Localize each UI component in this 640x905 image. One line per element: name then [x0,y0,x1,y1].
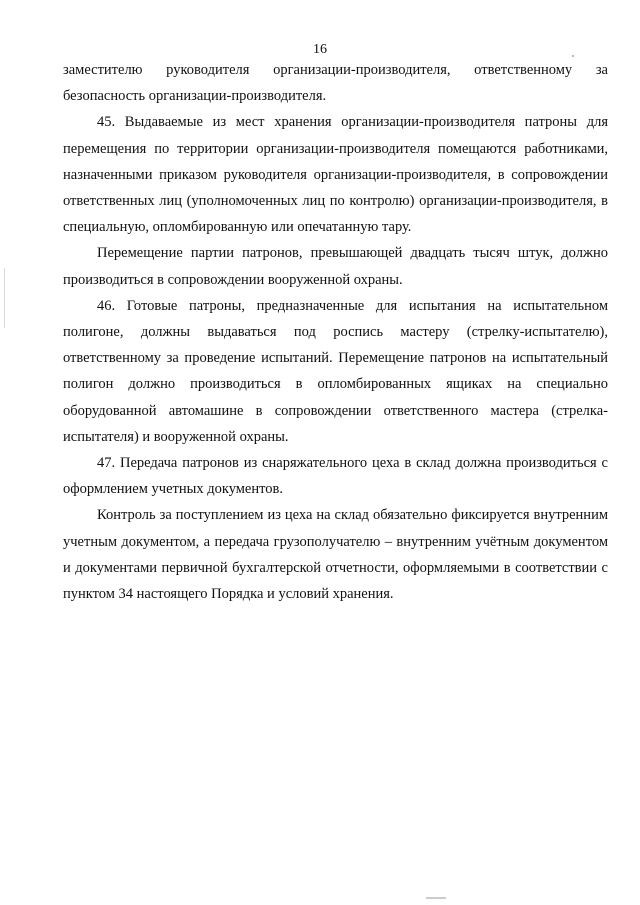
scan-artifact [4,268,5,328]
document-body [63,57,608,607]
paragraph-item-46: 46. Готовые патроны, предназначенные для испытания на испытательном полигоне, должны выдаваться под роспись мастеру (стрелку-испытателю), ответственному за проведение испытаний. Перемещение патронов на испытательный полигон должно производиться в опломбированных ящиках на специально оборудованной автомашине в сопровождении ответственного мастера (стрелка-испытателя) и вооруженной охраны. [63,297,608,445]
page-number: 16 [313,42,327,57]
paragraph-item-47: 47. Передача патронов из снаряжательного цеха в склад должна производиться с оформлением учетных документов. [63,455,608,498]
scan-artifact [572,55,574,57]
paragraph-convoy-requirement: Перемещение партии патронов, превышающей двадцать тысяч штук, должно производиться в сопровождении вооруженной охраны. [63,245,608,288]
paragraph-continuation: заместителю руководителя организации-производителя, ответственному за безопасность организации-производителя. [63,62,608,105]
scan-artifact [426,897,446,899]
paragraph-item-45: 45. Выдаваемые из мест хранения организации-производителя патроны для перемещения по территории организации-производителя помещаются работниками, назначенными приказом руководителя организации-производителя, в сопровождении ответственных лиц (уполномоченных лиц по контролю) организации-производителя, в специальную, опломбированную или опечатанную тару. [63,114,608,236]
paragraph-control: Контроль за поступлением из цеха на склад обязательно фиксируется внутренним учетным документом, а передача грузополучателю – внутренним учётным документом и документами первичной бухгалтерской отчетности, оформляемыми в соответствии с пунктом 34 настоящего Порядка и условий хранения. [63,507,608,603]
